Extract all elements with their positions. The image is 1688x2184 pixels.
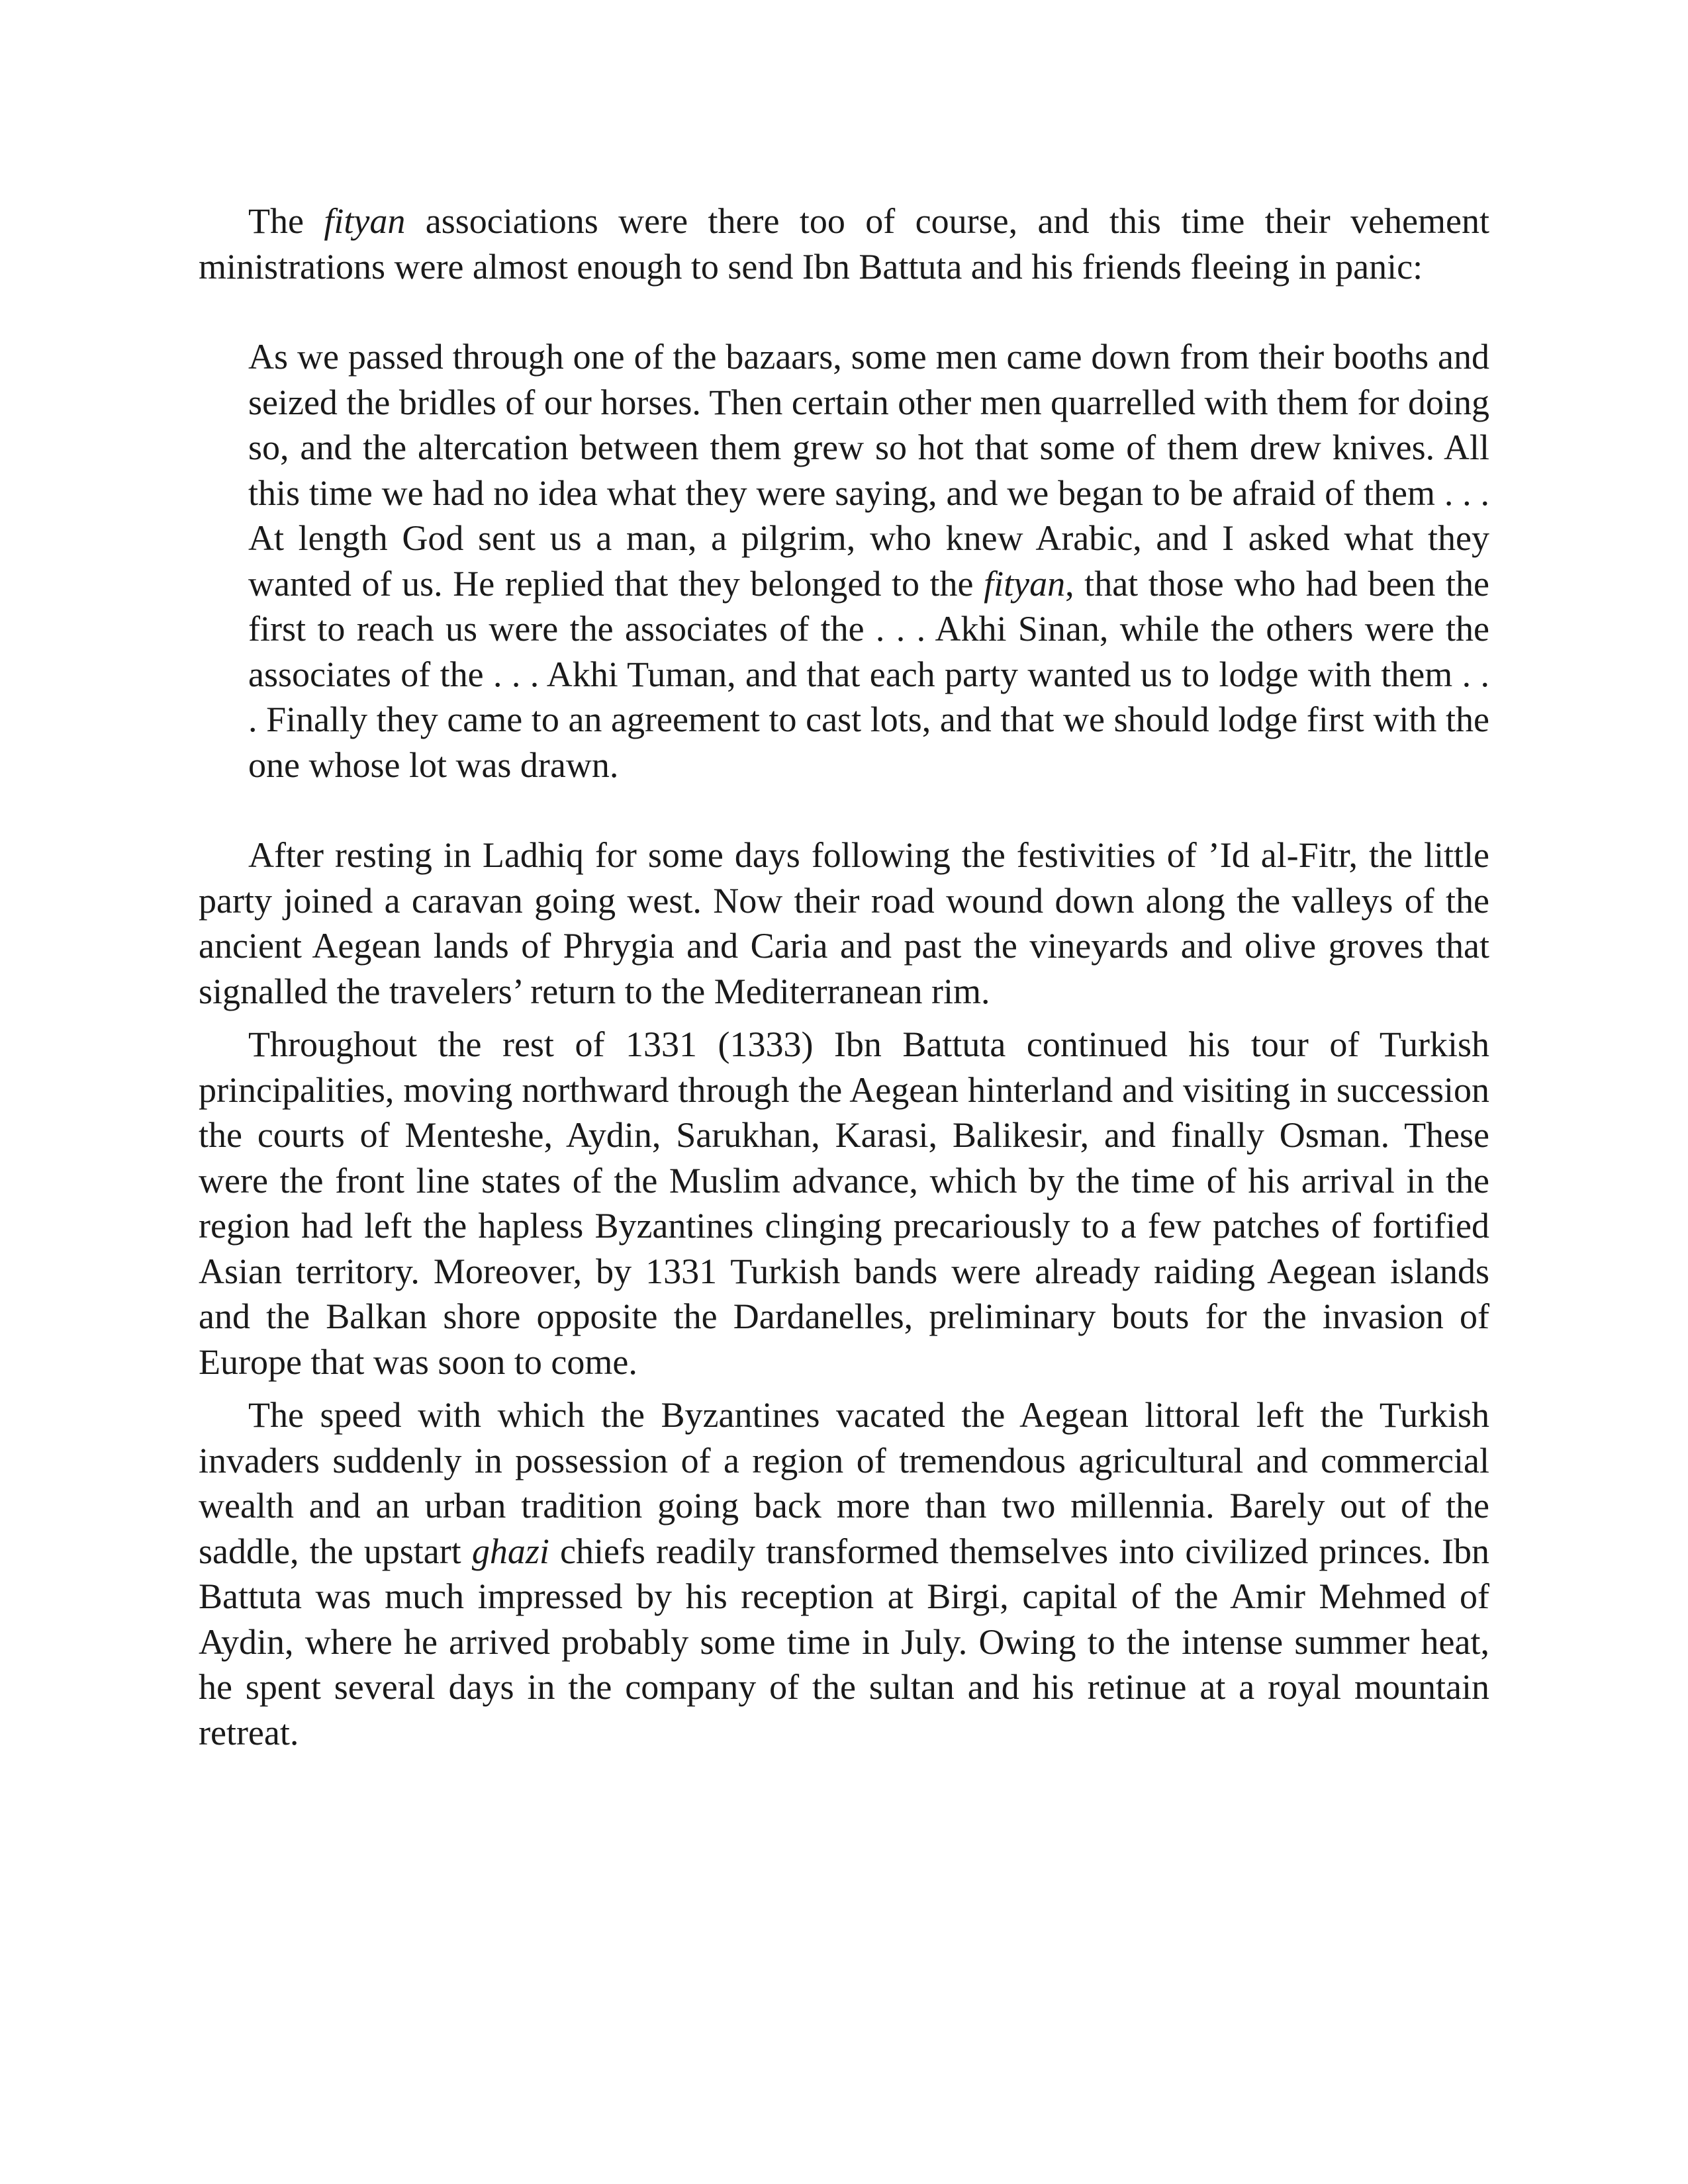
italic-term: ghazi (471, 1531, 549, 1571)
paragraph-fityan-intro (199, 199, 1489, 289)
text-run: associations were there too of course, and this time their vehement ministrations were almost enough to send Ibn Battuta and his friends fleeing in panic: (199, 201, 1489, 287)
paragraph-turkish-principalities: Throughout the rest of 1331 (1333) Ibn Battuta continued his tour of Turkish principalities, moving northward through the Aegean hinterland and visiting in succession the courts of Menteshe, Aydin, Sarukhan, Karasi, Balikesir, and finally Osman. These were the front line states of the Muslim advance, which by the time of his arrival in the region had left the hapless Byzantines clinging precariously to a few patches of fortified Asian territory. Moreover, by 1331 Turkish bands were already raiding Aegean islands and the Balkan shore opposite the Dardanelles, preliminary bouts for the invasion of Europe that was soon to come. (199, 1024, 1489, 1382)
text-run: As we passed through one of the bazaars, some men came down from their booths and seized the bridles of our horses. Then certain other men quarrelled with them for doing so, and the altercation between them grew so hot that some of them drew knives. All this time we had no idea what they were saying, and we began to be afraid of them . . . At length God sent us a man, a pilgrim, who knew Arabic, and I asked what they wanted of us. He replied that they belonged to the (248, 337, 1489, 604)
text-run: The speed with which the Byzantines vacated the Aegean littoral left the Turkish invaders suddenly in possession of a region of tremendous agricultural and commercial wealth and an urban tradition going back more than two millennia. Barely out of the saddle, the upstart (199, 1395, 1489, 1571)
block-quote (248, 334, 1489, 788)
paragraph-byzantines (199, 1392, 1489, 1755)
italic-term: fityan (984, 563, 1066, 604)
paragraph-ladhiq: After resting in Ladhiq for some days following the festivities of ’Id al-Fitr, the little party joined a caravan going west. Now their road wound down along the valleys of the ancient Aegean lands of Phrygia and Caria and past the vineyards and olive groves that signalled the travelers’ return to the Mediterranean rim. (199, 835, 1489, 1011)
body-text (199, 199, 1489, 1755)
text-run: The (248, 201, 324, 241)
italic-term: fityan (324, 201, 406, 241)
text-run: , that those who had been the first to reach us were the associates of the . . . Akhi Sinan, while the others were the associates of the . . . Akhi Tuman, and that each party wanted us to lodge with them . . . Finally they came to an agreement to cast lots, and that we should lodge first with the one whose lot was drawn. (248, 563, 1489, 785)
text-run: chiefs readily transformed themselves into civilized princes. Ibn Battuta was much impressed by his reception at Birgi, capital of the Amir Mehmed of Aydin, where he arrived probably some time in July. Owing to the intense summer heat, he spent several days in the company of the sultan and his retinue at a royal mountain retreat. (199, 1531, 1489, 1752)
